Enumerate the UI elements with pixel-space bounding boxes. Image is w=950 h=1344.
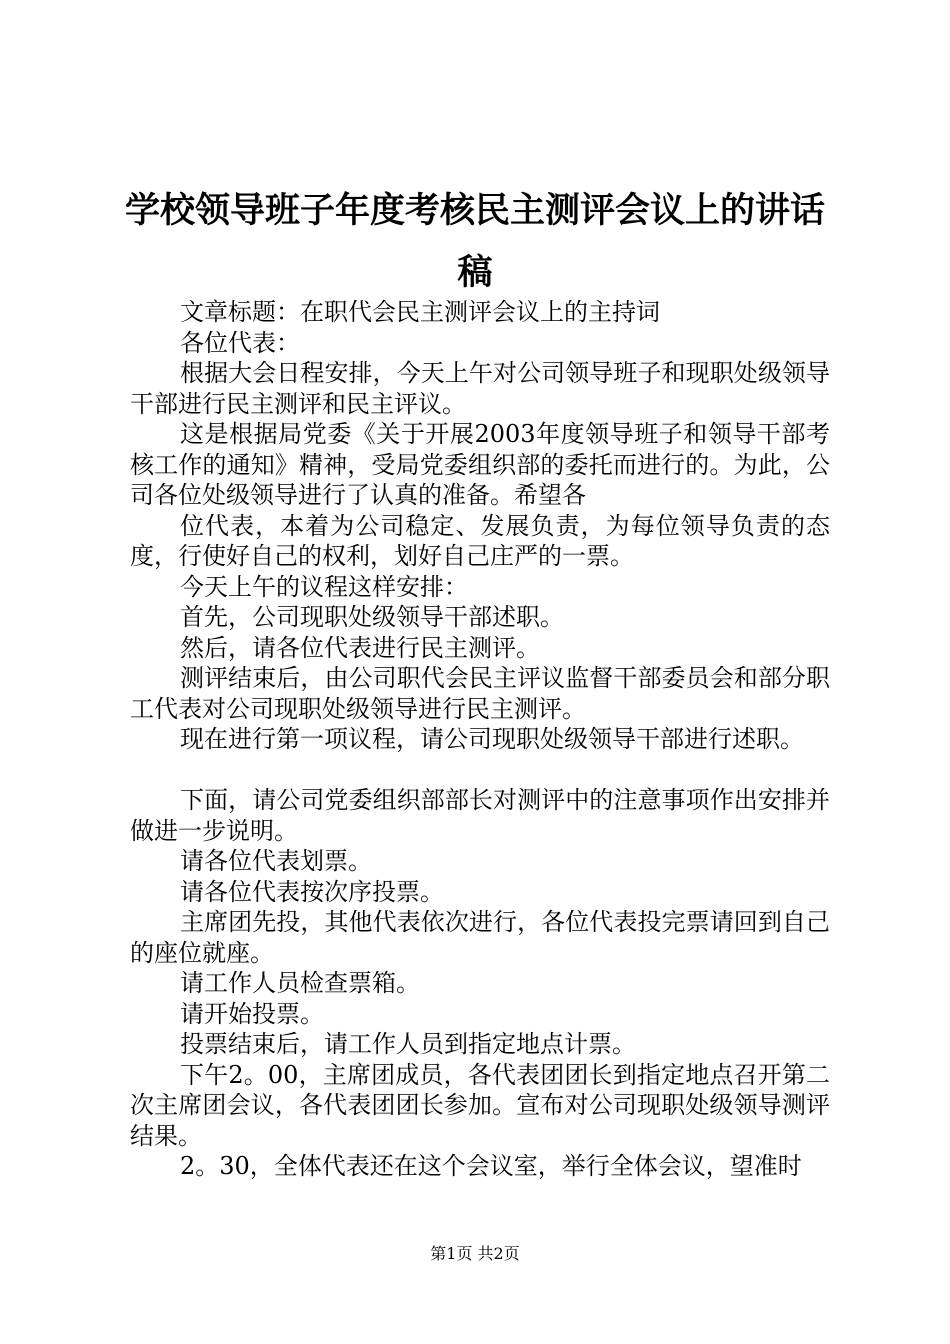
paragraph: 2。30，全体代表还在这个会议室，举行全体会议，望准时 (180, 1152, 802, 1180)
paragraph: 请开始投票。 (180, 999, 324, 1028)
paragraph: 首先，公司现职处级领导干部述职。 (180, 603, 564, 631)
paragraph: 主席团先投，其他代表依次进行，各位代表投完票请回到自己的座位就座。 (130, 908, 830, 967)
document-title (100, 180, 850, 304)
page-footer: 第1页 共2页 (430, 1244, 520, 1263)
paragraph: 下面，请公司党委组织部部长对测评中的注意事项作出安排并做进一步说明。 (130, 786, 830, 845)
document-body (130, 297, 830, 1182)
paragraph: 下午2。00，主席团成员，各代表团团长到指定地点召开第二次主席团会议，各代表团团长参加。宣布对公司现职处级领导测评结果。 (130, 1060, 830, 1150)
title-line-2: 稿 (457, 253, 493, 293)
paragraph: 投票结束后，请工作人员到指定地点计票。 (180, 1030, 636, 1058)
paragraph: 然后，请各位代表进行民主测评。 (180, 633, 540, 662)
paragraph: 这是根据局党委《关于开展2003年度领导班子和领导干部考核工作的通知》精神，受局党委组织部的委托而进行的。为此，公司各位处级领导进行了认真的准备。希望各 (130, 420, 830, 509)
paragraph: 请工作人员检查票箱。 (180, 969, 420, 997)
paragraph: 位代表，本着为公司稳定、发展负责，为每位领导负责的态度，行使好自己的权利，划好自己庄严的一票。 (130, 511, 830, 570)
paragraph: 请各位代表按次序投票。 (180, 877, 444, 906)
paragraph-salutation: 各位代表： (180, 328, 300, 357)
paragraph: 根据大会日程安排，今天上午对公司领导班子和现职处级领导干部进行民主测评和民主评议。 (130, 359, 830, 418)
paragraph: 测评结束后，由公司职代会民主评议监督干部委员会和部分职工代表对公司现职处级领导进行民主测评。 (130, 664, 830, 723)
paragraph: 请各位代表划票。 (180, 847, 372, 875)
paragraph-article-title: 文章标题：在职代会民主测评会议上的主持词 (180, 298, 660, 326)
paragraph-gap (130, 755, 830, 786)
paragraph: 现在进行第一项议程，请公司现职处级领导干部进行述职。 (180, 725, 804, 753)
title-line-1: 学校领导班子年度考核民主测评会议上的讲话 (124, 191, 825, 231)
paragraph: 今天上午的议程这样安排： (180, 572, 468, 601)
